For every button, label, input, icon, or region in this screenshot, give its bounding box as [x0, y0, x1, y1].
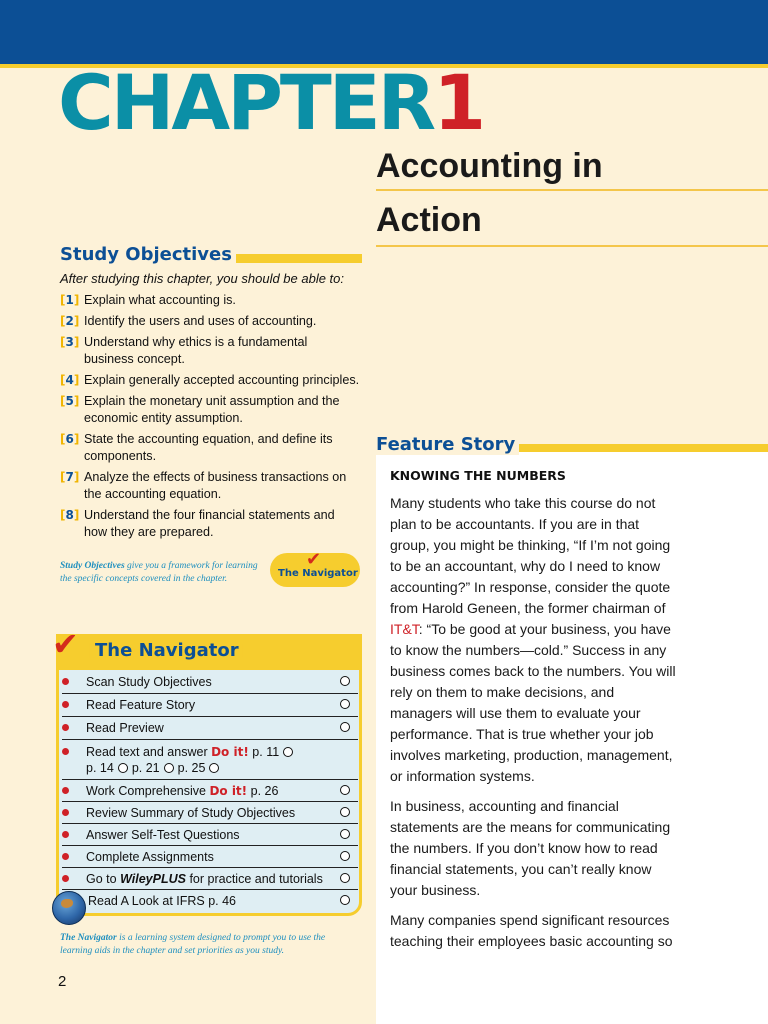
objective-text: Understand why ethics is a fundamental business concept.	[84, 335, 308, 366]
objective-item	[60, 313, 360, 330]
nav-row-pages: p. 14 p. 21 p. 25	[86, 760, 330, 776]
study-objectives-intro: After studying this chapter, you should be able to:	[60, 271, 345, 286]
page-number: 2	[58, 973, 67, 990]
objective-number: [7]	[60, 470, 80, 484]
objective-item	[60, 292, 360, 309]
objective-text: Explain what accounting is.	[84, 293, 236, 307]
nav-row-label: Scan Study Objectives	[86, 675, 212, 689]
objective-number: [6]	[60, 432, 80, 446]
title-rule-1	[376, 189, 768, 191]
objective-item	[60, 393, 360, 427]
objective-item	[60, 372, 360, 389]
nav-row-label: Read A Look at IFRS p. 46	[88, 894, 237, 908]
objective-text: Explain the monetary unit assumption and the economic entity assumption.	[84, 394, 340, 425]
objectives-list	[60, 292, 360, 545]
objective-text: Analyze the effects of business transactions on the accounting equation.	[84, 470, 347, 501]
globe-icon	[52, 891, 86, 925]
checkbox-circle-icon[interactable]	[340, 722, 350, 732]
bullet-icon	[62, 787, 69, 794]
bullet-icon	[62, 853, 69, 860]
checkbox-circle-icon[interactable]	[340, 829, 350, 839]
bullet-icon	[62, 724, 69, 731]
objective-number: [2]	[60, 314, 80, 328]
objective-text: State the accounting equation, and define its components.	[84, 432, 333, 463]
nav-row-feature	[62, 694, 358, 717]
nav-row-label: Read Preview	[86, 721, 164, 735]
nav-row-wileyplus	[62, 868, 358, 890]
navigator-pill-label: The Navigator	[278, 568, 358, 579]
chapter-number: 1	[433, 58, 484, 147]
nav-row-read-text	[62, 740, 358, 780]
feature-story-body	[390, 493, 680, 961]
objective-number: [8]	[60, 508, 80, 522]
bullet-icon	[62, 875, 69, 882]
nav-row-selftest	[62, 824, 358, 846]
checkbox-circle-icon[interactable]	[340, 895, 350, 905]
chapter-word: CHAPTER	[58, 58, 434, 147]
story-paragraph-2: In business, accounting and financial statements are the means for communicating the numbers. If you don’t know how to read financial statements, you can’t really know your business.	[390, 798, 671, 898]
nav-row-label: Go to WileyPLUS for practice and tutorials	[86, 871, 323, 886]
objective-item	[60, 334, 360, 368]
checkbox-circle-icon[interactable]	[340, 699, 350, 709]
header-bar	[0, 0, 768, 64]
nav-row-label: Work Comprehensive Do it! p. 26	[86, 783, 279, 798]
navigator-checklist	[62, 671, 358, 912]
checkbox-circle-icon[interactable]	[340, 851, 350, 861]
nav-row-work	[62, 780, 358, 802]
checkbox-circle-icon[interactable]	[118, 763, 128, 773]
nav-row-scan	[62, 671, 358, 694]
navigator-title: [The Navigator]	[88, 640, 246, 661]
objective-number: [1]	[60, 293, 80, 307]
study-objectives-caption: Study Objectives give you a framework for learning the specific concepts covered in the chapter.	[60, 561, 258, 584]
checkbox-circle-icon[interactable]	[209, 763, 219, 773]
checkbox-circle-icon[interactable]	[340, 676, 350, 686]
bullet-icon	[62, 748, 69, 755]
navigator-caption: The Navigator is a learning system designed to prompt you to use the learning aids in the chapter and set priorities as you study.	[60, 933, 326, 956]
bullet-icon	[62, 701, 69, 708]
objective-text: Identify the users and uses of accounting.	[84, 314, 317, 328]
objective-item	[60, 431, 360, 465]
title-rule-2	[376, 245, 768, 247]
objective-number: [3]	[60, 335, 80, 349]
nav-row-label: Answer Self-Test Questions	[86, 827, 240, 842]
nav-row-label: Review Summary of Study Objectives	[86, 805, 296, 820]
objective-number: [4]	[60, 373, 80, 387]
checkbox-circle-icon[interactable]	[340, 785, 350, 795]
story-paragraph-1: Many students who take this course do not plan to be accountants. If you are in that group, you might be thinking, “If I’m not going to be an accountant, why do I need to know accounting?” In response, consider the quote from Harold Geneen, the former chairman of IT&T: “To be good at your business, you have to know the numbers—cold.” Success in any business comes back to the numbers. You will rely on them to make decisions, and managers will use them to evaluate your performance. That is true whether your job involves marketing, production, management, or information systems.	[390, 495, 676, 784]
nav-row-preview	[62, 717, 358, 740]
check-icon: ✔	[306, 549, 322, 570]
objective-text: Explain generally accepted accounting principles.	[84, 373, 360, 387]
nav-row-label: Read text and answer Do it! p. 11	[86, 744, 330, 760]
feature-story-kicker: KNOWING THE NUMBERS	[390, 468, 566, 483]
checkbox-circle-icon[interactable]	[283, 747, 293, 757]
nav-row-ifrs	[62, 890, 358, 912]
objective-item	[60, 507, 360, 541]
study-objectives-heading: Study Objectives	[60, 244, 236, 265]
nav-row-review	[62, 802, 358, 824]
feature-story-heading: Feature Story	[376, 434, 519, 455]
objective-text: Understand the four financial statements and how they are prepared.	[84, 508, 335, 539]
bullet-icon	[62, 678, 69, 685]
checkbox-circle-icon[interactable]	[340, 807, 350, 817]
nav-row-assignments	[62, 846, 358, 868]
checkbox-circle-icon[interactable]	[340, 873, 350, 883]
bullet-icon	[62, 809, 69, 816]
chapter-title-line-1: Accounting in	[376, 147, 603, 185]
story-paragraph-3: Many companies spend significant resources teaching their employees basic accounting so	[390, 912, 673, 949]
checkbox-circle-icon[interactable]	[164, 763, 174, 773]
nav-row-label: Complete Assignments	[86, 849, 214, 864]
chapter-title-line-2: Action	[376, 201, 482, 239]
objective-number: [5]	[60, 394, 80, 408]
bullet-icon	[62, 831, 69, 838]
navigator-check-icon: ✔	[52, 625, 79, 663]
nav-row-label: Read Feature Story	[86, 698, 196, 712]
objective-item	[60, 469, 360, 503]
chapter-heading	[58, 58, 484, 147]
